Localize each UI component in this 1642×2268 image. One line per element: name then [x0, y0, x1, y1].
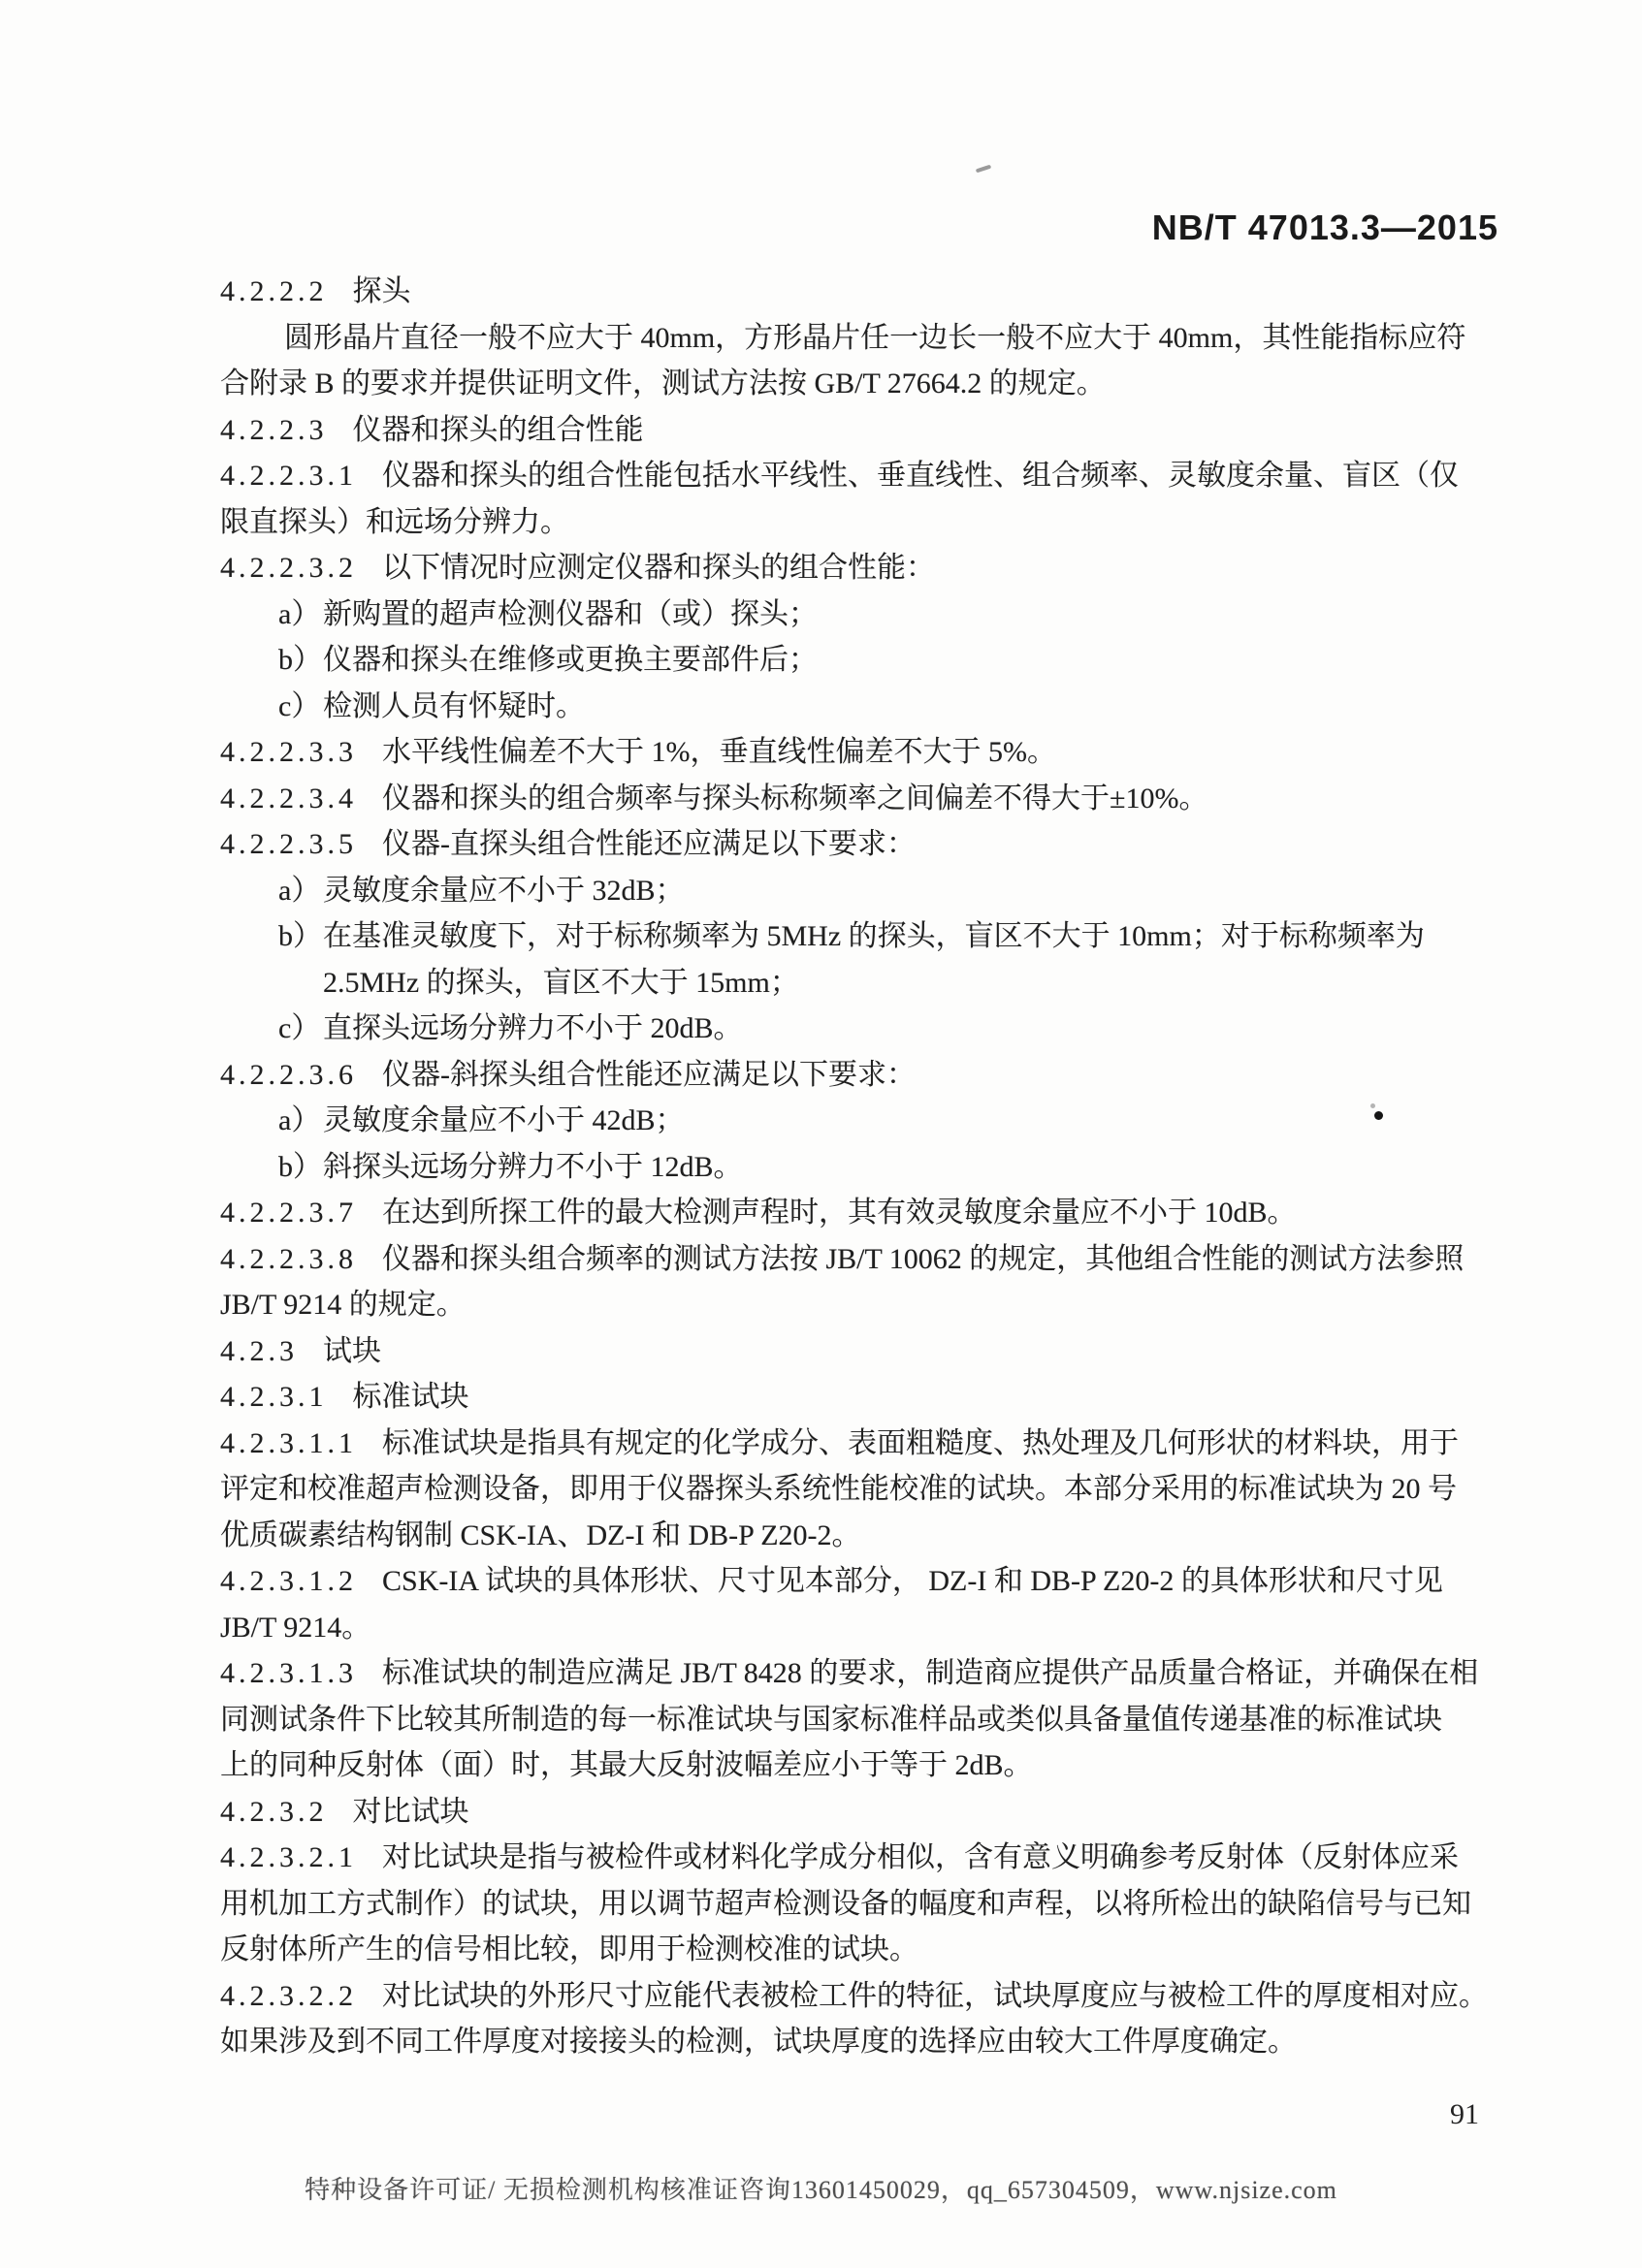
text-line	[220, 1558, 1520, 1605]
text-content: 圆形晶片直径一般不应大于 40mm，方形晶片任一边长一般不应大于 40mm，其性能指标应符	[284, 321, 1466, 354]
text-content: 限直探头）和远场分辨力。	[220, 505, 569, 538]
text-content: 以下情况时应测定仪器和探头的组合性能：	[382, 552, 935, 584]
text-content: 用机加工方式制作）的试块，用以调节超声检测设备的幅度和声程，以将所检出的缺陷信号与已知	[220, 1887, 1471, 1920]
text-line	[220, 913, 1520, 960]
text-content: 标准试块的制造应满足 JB/T 8428 的要求，制造商应提供产品质量合格证，并确保在相	[382, 1657, 1479, 1689]
text-line	[220, 1742, 1520, 1789]
text-content: 如果涉及到不同工件厚度对接接头的检测，试块厚度的选择应由较大工件厚度确定。	[220, 2026, 1297, 2058]
text-content: 仪器和探头组合频率的测试方法按 JB/T 10062 的规定，其他组合性能的测试方法参照	[382, 1242, 1465, 1275]
text-content: 在达到所探工件的最大检测声程时，其有效灵敏度余量应不小于 10dB。	[382, 1197, 1297, 1229]
text-line	[220, 684, 1520, 730]
text-content: 探头	[352, 275, 411, 307]
text-line	[220, 1374, 1520, 1421]
text-line	[220, 1236, 1520, 1283]
clause-number: 4.2.2.3.5	[220, 828, 357, 860]
text-line	[220, 1144, 1520, 1191]
text-content: 对比试块是指与被检件或材料化学成分相似，含有意义明确参考反射体（反射体应采	[382, 1841, 1459, 1873]
clause-number: 4.2.3.1.3	[220, 1657, 357, 1689]
list-item-label: c）	[278, 1012, 321, 1044]
text-content: JB/T 9214 的规定。	[220, 1289, 466, 1321]
text-line	[220, 1513, 1520, 1559]
clause-number: 4.2.2.3.2	[220, 552, 357, 584]
text-line	[220, 1650, 1520, 1697]
text-content: 检测人员有怀疑时。	[323, 689, 585, 722]
scan-artifact	[976, 165, 991, 174]
text-line	[220, 1421, 1520, 1467]
list-item-label: b）	[278, 644, 322, 676]
text-line	[220, 1190, 1520, 1236]
clause-number: 4.2.3.1.1	[220, 1426, 357, 1459]
text-line	[220, 821, 1520, 868]
standard-number-header: NB/T 47013.3—2015	[1151, 208, 1498, 247]
clause-number: 4.2.3.1	[220, 1381, 328, 1413]
text-content: 反射体所产生的信号相比较，即用于检测校准的试块。	[220, 1933, 918, 1965]
list-item-label: c）	[278, 689, 321, 722]
clause-number: 4.2.2.2	[220, 275, 328, 307]
clause-number: 4.2.2.3.7	[220, 1197, 357, 1229]
text-content: 对比试块的外形尺寸应能代表被检工件的特征，试块厚度应与被检工件的厚度相对应。	[382, 1979, 1488, 2012]
text-line	[220, 1789, 1520, 1836]
text-content: JB/T 9214。	[220, 1611, 371, 1644]
text-content: CSK-IA 试块的具体形状、尺寸见本部分， DZ-I 和 DB-P Z20-2 的具体形状和尺寸见	[382, 1565, 1443, 1597]
text-line	[220, 776, 1520, 822]
text-content: 水平线性偏差不大于 1%，垂直线性偏差不大于 5%。	[382, 736, 1056, 768]
text-content: 仪器和探头的组合性能包括水平线性、垂直线性、组合频率、灵敏度余量、盲区（仅	[382, 460, 1459, 492]
text-line	[220, 1697, 1520, 1743]
text-line	[220, 1006, 1520, 1052]
document-body	[220, 269, 1520, 2065]
text-content: 合附录 B 的要求并提供证明文件，测试方法按 GB/T 27664.2 的规定。	[220, 367, 1106, 399]
clause-number: 4.2.2.3.4	[220, 782, 357, 815]
text-line	[220, 315, 1520, 362]
text-line	[220, 269, 1520, 315]
list-item-label: b）	[278, 920, 322, 952]
text-line	[220, 1098, 1520, 1144]
text-content: 同测试条件下比较其所制造的每一标准试块与国家标准样品或类似具备量值传递基准的标准试块	[220, 1703, 1442, 1736]
text-line	[220, 499, 1520, 546]
list-item-label: a）	[278, 874, 321, 907]
footer-watermark: 特种设备许可证/ 无损检测机构核准证咨询13601450029，qq_657304509，www.njsize.com	[305, 2176, 1337, 2204]
text-line	[220, 1927, 1520, 1973]
text-content: 优质碳素结构钢制 CSK-IA、DZ-I 和 DB-P Z20-2。	[220, 1518, 861, 1551]
text-content: 直探头远场分辨力不小于 20dB。	[323, 1012, 743, 1044]
clause-number: 4.2.2.3.8	[220, 1242, 357, 1275]
clause-number: 4.2.2.3	[220, 413, 328, 446]
text-content: 仪器和探头在维修或更换主要部件后；	[323, 644, 818, 676]
list-item-label: a）	[278, 597, 321, 630]
text-content: 仪器-直探头组合性能还应满足以下要求：	[382, 828, 916, 860]
page-number: 91	[1450, 2098, 1479, 2130]
text-line	[220, 637, 1520, 684]
clause-number: 4.2.3	[220, 1334, 298, 1367]
text-content: 在基准灵敏度下，对于标称频率为 5MHz 的探头，盲区不大于 10mm；对于标称频率为	[323, 920, 1425, 952]
text-line	[220, 1052, 1520, 1099]
list-item-label: b）	[278, 1150, 322, 1183]
text-content: 上的同种反射体（面）时，其最大反射波幅差应小于等于 2dB。	[220, 1749, 1033, 1781]
text-content: 评定和校准超声检测设备，即用于仪器探头系统性能校准的试块。本部分采用的标准试块为 20 号	[220, 1473, 1457, 1505]
text-content: 试块	[323, 1334, 381, 1367]
text-content: 斜探头远场分辨力不小于 12dB。	[323, 1150, 743, 1183]
clause-number: 4.2.3.1.2	[220, 1565, 357, 1597]
text-line	[220, 545, 1520, 591]
text-line	[220, 1973, 1520, 2020]
text-line	[220, 1282, 1520, 1328]
text-line	[220, 1605, 1520, 1651]
text-line	[220, 1881, 1520, 1928]
text-line	[220, 361, 1520, 407]
text-line	[220, 591, 1520, 638]
clause-number: 4.2.2.3.6	[220, 1058, 357, 1091]
text-line	[220, 868, 1520, 914]
text-content: 仪器和探头的组合频率与探头标称频率之间偏差不得大于±10%。	[382, 782, 1208, 815]
text-line	[220, 960, 1520, 1006]
text-line	[220, 1835, 1520, 1881]
text-content: 灵敏度余量应不小于 42dB；	[323, 1104, 685, 1136]
text-line	[220, 407, 1520, 454]
text-content: 对比试块	[352, 1795, 469, 1828]
text-content: 2.5MHz 的探头，盲区不大于 15mm；	[323, 966, 799, 999]
text-content: 新购置的超声检测仪器和（或）探头；	[323, 597, 818, 630]
clause-number: 4.2.2.3.1	[220, 460, 357, 492]
list-item-label: a）	[278, 1104, 321, 1136]
text-content: 仪器-斜探头组合性能还应满足以下要求：	[382, 1058, 916, 1091]
text-content: 灵敏度余量应不小于 32dB；	[323, 874, 685, 907]
text-content: 标准试块	[352, 1381, 469, 1413]
scan-artifact	[1374, 1111, 1383, 1120]
text-line	[220, 453, 1520, 499]
clause-number: 4.2.3.2.1	[220, 1841, 357, 1873]
text-content: 标准试块是指具有规定的化学成分、表面粗糙度、热处理及几何形状的材料块，用于	[382, 1426, 1459, 1459]
clause-number: 4.2.2.3.3	[220, 736, 357, 768]
text-line	[220, 2019, 1520, 2065]
text-line	[220, 1466, 1520, 1513]
clause-number: 4.2.3.2	[220, 1795, 328, 1828]
text-line	[220, 729, 1520, 776]
text-line	[220, 1328, 1520, 1375]
text-content: 仪器和探头的组合性能	[352, 413, 644, 446]
clause-number: 4.2.3.2.2	[220, 1979, 357, 2012]
